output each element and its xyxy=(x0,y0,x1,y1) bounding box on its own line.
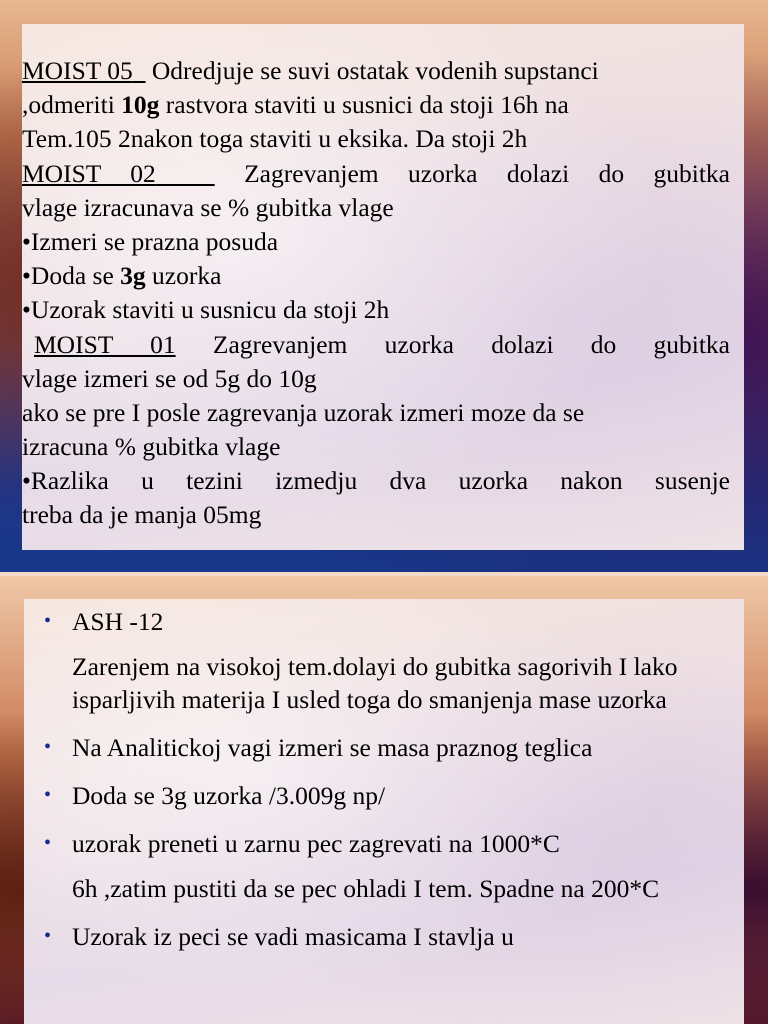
list-item: • ASH -12 Zarenjem na visokoj tem.dolayi do gubitka sagorivih I lako isparljivih materija I usled toga do smanjenja mase uzorka xyxy=(44,605,734,716)
moist05-line-2: ,odmeriti 10g rastvora staviti u susnici da stoji 16h na xyxy=(22,90,569,120)
moist05-line-3: Tem.105 2nakon toga staviti u eksika. Da stoji 2h xyxy=(22,124,528,154)
moist05-amount: 10g xyxy=(121,90,160,120)
bullet-item-4: •Razlika u tezini izmedju dva uzorka nakon susenje xyxy=(22,466,730,496)
bullet-item-2: •Doda se 3g uzorka xyxy=(22,261,222,291)
moist05-label: MOIST 05 xyxy=(22,56,133,85)
bullet-icon: • xyxy=(44,610,52,632)
moist02-label: MOIST 02 xyxy=(22,158,156,188)
slide-ash xyxy=(0,576,768,1024)
moist01-label: MOIST 01 xyxy=(34,329,176,359)
moist-text-block xyxy=(22,54,730,533)
list-item-subtext: Zarenjem na visokoj tem.dolayi do gubitka sagorivih I lako isparljivih materija I usled toga do smanjenja mase uzorka xyxy=(72,652,678,714)
moist05-line-1 xyxy=(22,54,730,88)
slide-moist-content-panel xyxy=(22,24,744,550)
slide-ash-content-panel xyxy=(24,599,744,1024)
list-item: • uzorak preneti u zarnu pec zagrevati na 1000*C 6h ,zatim pustiti da se pec ohladi I tem. Spadne na 200*C xyxy=(44,827,734,905)
bullet-item-1: •Izmeri se prazna posuda xyxy=(22,226,279,256)
list-item: • Na Analitickoj vagi izmeri se masa praznog teglica xyxy=(44,733,593,762)
bullet-item-4-continued: treba da je manja 05mg xyxy=(22,500,262,530)
list-item-subtext: 6h ,zatim pustiti da se pec ohladi I tem. Spadne na 200*C xyxy=(72,874,660,903)
list-item: • Doda se 3g uzorka /3.009g np/ xyxy=(44,781,386,810)
bullet-icon: • xyxy=(44,832,52,854)
moist01-line-3: ako se pre I posle zagrevanja uzorak izmeri moze da se xyxy=(22,397,585,427)
moist01-line-1: MOIST 01 Zagrevanjem uzorka dolazi do gubitka xyxy=(34,329,731,359)
bullet-icon: • xyxy=(44,784,52,806)
moist01-line-4: izracuna % gubitka vlage xyxy=(22,432,281,462)
bullet-icon: • xyxy=(44,736,52,758)
sample-amount: 3g xyxy=(120,261,146,291)
moist05-text-1: Odredjuje se suvi ostatak vodenih supstanci xyxy=(151,56,599,85)
bullet-item-3: •Uzorak staviti u susnicu da stoji 2h xyxy=(22,295,390,325)
ash-bullet-list xyxy=(44,605,734,968)
bullet-icon: • xyxy=(44,925,52,947)
moist02-line-2: vlage izracunava se % gubitka vlage xyxy=(22,192,394,222)
moist01-line-2: vlage izmeri se od 5g do 10g xyxy=(22,363,317,393)
list-item: • Uzorak iz peci se vadi masicama I stavlja u xyxy=(44,922,514,951)
moist02-line-1: MOIST 02 Zagrevanjem uzorka dolazi do gubitka xyxy=(22,158,731,188)
